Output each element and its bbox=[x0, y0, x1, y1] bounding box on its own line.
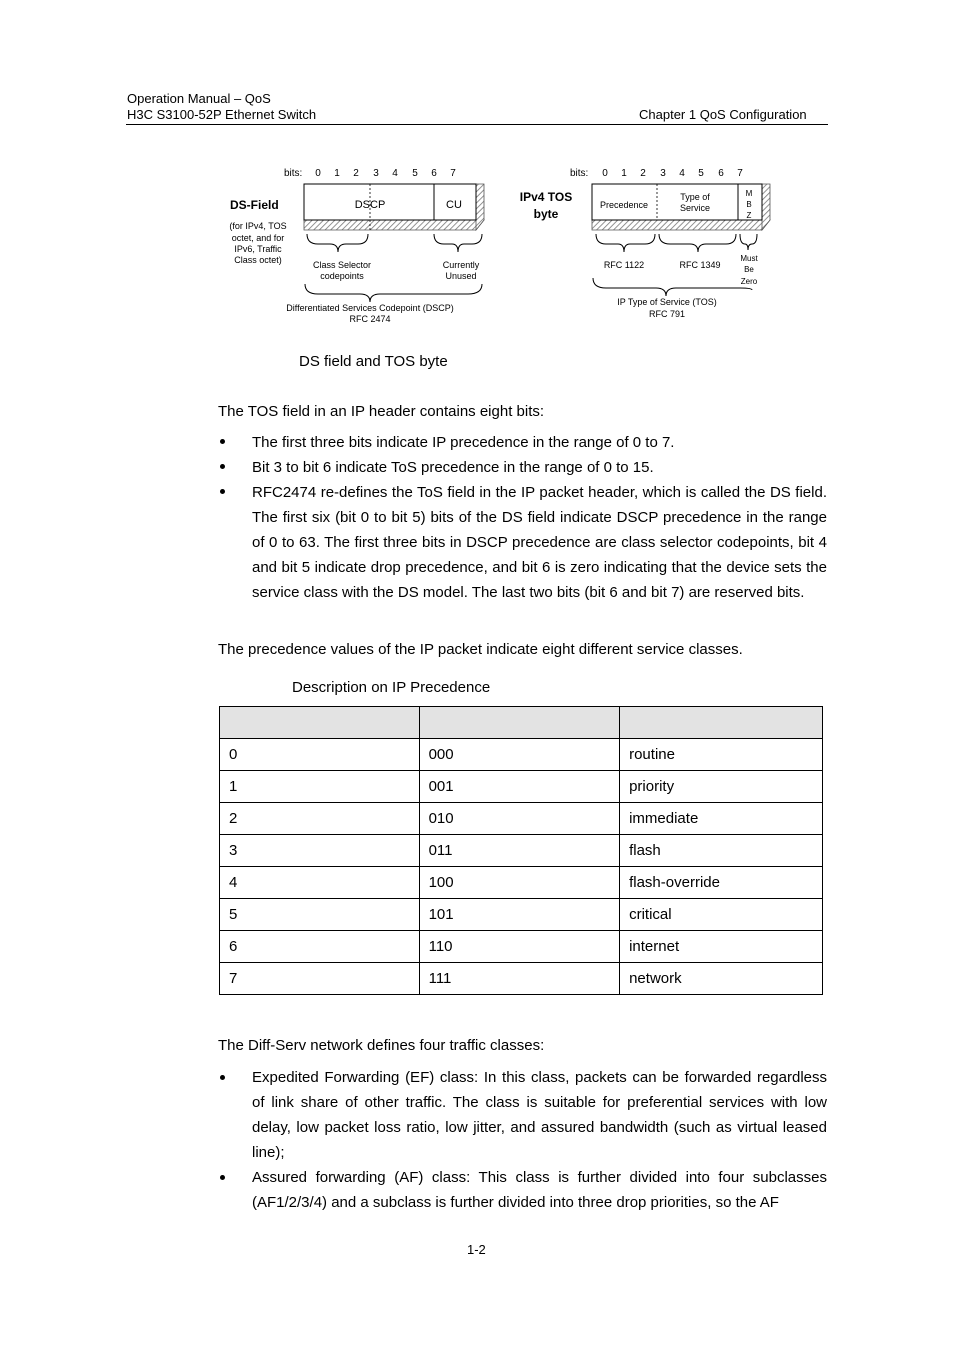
table-cell: internet bbox=[620, 931, 823, 963]
ds-bit-7: 7 bbox=[450, 168, 456, 179]
table-cell: 011 bbox=[419, 835, 620, 867]
ds-box-side-face bbox=[476, 184, 484, 230]
tos-type-of-service-line-2: Service bbox=[679, 203, 711, 213]
table-cell: network bbox=[620, 963, 823, 995]
ds-bit-2: 2 bbox=[353, 168, 359, 179]
ds-note-line-4: Class octet) bbox=[234, 255, 282, 265]
tos-box-bottom-face bbox=[592, 220, 770, 230]
table-cell: flash-override bbox=[620, 867, 823, 899]
tos-bit-numbers bbox=[602, 168, 743, 179]
table-cell: 000 bbox=[419, 739, 620, 771]
tos-bit-5: 5 bbox=[698, 168, 704, 179]
tos-type-of-service-line-1: Type of bbox=[680, 192, 710, 202]
tos-full-name: IP Type of Service (TOS) bbox=[617, 297, 717, 307]
bullet-ip-precedence: The first three bits indicate IP precedence in the range of 0 to 7. bbox=[252, 434, 675, 451]
table-cell: critical bbox=[620, 899, 823, 931]
currently-unused-brace bbox=[434, 234, 482, 252]
class-selector-line-2: codepoints bbox=[320, 271, 364, 281]
tos-title-line-1: IPv4 TOS bbox=[519, 190, 573, 204]
table-caption: Description on IP Precedence bbox=[292, 679, 491, 696]
table-header-cell bbox=[220, 707, 420, 739]
class-selector-line-1: Class Selector bbox=[312, 260, 372, 270]
tos-precedence-label: Precedence bbox=[599, 200, 649, 210]
header-manual-title: Operation Manual – QoS bbox=[127, 91, 271, 106]
rfc1122-label: RFC 1122 bbox=[603, 260, 645, 270]
table-row bbox=[220, 739, 823, 771]
bullet-marker bbox=[220, 1175, 225, 1180]
table-cell: 4 bbox=[220, 867, 420, 899]
table-row bbox=[220, 867, 823, 899]
table-row bbox=[220, 803, 823, 835]
ip-precedence-table bbox=[219, 706, 823, 995]
tos-bit-7: 7 bbox=[737, 168, 743, 179]
tos-rfc: RFC 791 bbox=[648, 309, 686, 319]
table-cell: 010 bbox=[419, 803, 620, 835]
header-product-name: H3C S3100-52P Ethernet Switch bbox=[127, 107, 317, 122]
table-cell: 100 bbox=[419, 867, 620, 899]
table-cell: 0 bbox=[220, 739, 420, 771]
intro-paragraph: The TOS field in an IP header contains eight bits: bbox=[218, 403, 545, 420]
dscp-label: DSCP bbox=[354, 199, 386, 211]
ds-bit-1: 1 bbox=[334, 168, 340, 179]
ds-bit-5: 5 bbox=[412, 168, 418, 179]
bullet-tos-precedence: Bit 3 to bit 6 indicate ToS precedence in the range of 0 to 15. bbox=[252, 459, 654, 476]
class-selector-brace bbox=[307, 234, 368, 252]
precedence-paragraph: The precedence values of the IP packet indicate eight different service classes. bbox=[218, 641, 743, 658]
tos-box-side-face bbox=[762, 184, 770, 230]
rfc1349-brace bbox=[659, 234, 736, 252]
must-be-zero-line-2: Be bbox=[744, 265, 754, 274]
table-header-row bbox=[220, 707, 823, 739]
header-rule bbox=[126, 124, 828, 125]
table-row bbox=[220, 963, 823, 995]
ds-bits-label: bits: bbox=[284, 168, 303, 179]
ds-bit-0: 0 bbox=[315, 168, 321, 179]
ds-bit-3: 3 bbox=[373, 168, 379, 179]
mbz-brace bbox=[740, 234, 757, 250]
tos-brace bbox=[593, 278, 752, 296]
tos-bit-6: 6 bbox=[718, 168, 724, 179]
rfc1122-brace bbox=[596, 234, 655, 252]
table-cell: 2 bbox=[220, 803, 420, 835]
ds-field-title: DS-Field bbox=[230, 198, 279, 212]
table-cell: 001 bbox=[419, 771, 620, 803]
bullet-marker bbox=[220, 439, 225, 444]
table-cell: routine bbox=[620, 739, 823, 771]
table-cell: 101 bbox=[419, 899, 620, 931]
dscp-full-name: Differentiated Services Codepoint (DSCP) bbox=[286, 303, 454, 313]
tos-bit-3: 3 bbox=[660, 168, 666, 179]
table-cell: flash bbox=[620, 835, 823, 867]
currently-unused-line-2: Unused bbox=[445, 271, 477, 281]
tos-bits-label: bits: bbox=[570, 168, 589, 179]
ds-tos-figure bbox=[222, 160, 782, 330]
ds-bit-4: 4 bbox=[392, 168, 398, 179]
diffserv-paragraph: The Diff-Serv network defines four traffic classes: bbox=[218, 1037, 545, 1054]
bullet-marker bbox=[220, 489, 225, 494]
mbz-letter-m: M bbox=[745, 189, 753, 198]
table-cell: 7 bbox=[220, 963, 420, 995]
ds-note-line-3: IPv6, Traffic bbox=[234, 244, 282, 254]
table-cell: priority bbox=[620, 771, 823, 803]
table-cell: immediate bbox=[620, 803, 823, 835]
rfc1349-label: RFC 1349 bbox=[679, 260, 721, 270]
table-row bbox=[220, 899, 823, 931]
ds-note-line-1: (for IPv4, TOS bbox=[229, 221, 287, 231]
dscp-rfc: RFC 2474 bbox=[349, 314, 391, 324]
must-be-zero-line-3: Zero bbox=[740, 277, 758, 286]
table-cell: 111 bbox=[419, 963, 620, 995]
tos-bit-2: 2 bbox=[640, 168, 646, 179]
table-header-cell bbox=[620, 707, 823, 739]
table-cell: 6 bbox=[220, 931, 420, 963]
tos-bit-1: 1 bbox=[621, 168, 627, 179]
table-cell: 110 bbox=[419, 931, 620, 963]
page-number: 1-2 bbox=[467, 1242, 486, 1257]
table-cell: 3 bbox=[220, 835, 420, 867]
tos-bit-0: 0 bbox=[602, 168, 608, 179]
ds-box-bottom-face bbox=[304, 220, 484, 230]
figure-caption: DS field and TOS byte bbox=[299, 353, 448, 370]
mbz-letter-b: B bbox=[746, 200, 752, 209]
bullet-ef-class: Expedited Forwarding (EF) class: In this class, packets can be forwarded regardless of link share of other traffic. The class is suitable for preferential services with low delay, low packet loss ratio, low jitter, and assured bandwidth (such as virtual leased line); bbox=[252, 1069, 827, 1161]
bullet-af-class: Assured forwarding (AF) class: This class is further divided into four subclasses (AF1/2/3/4) and a subclass is further divided into three drop priorities, so the AF bbox=[252, 1169, 827, 1211]
table-header-cell bbox=[419, 707, 620, 739]
dscp-brace bbox=[305, 284, 482, 302]
bullet-marker bbox=[220, 1075, 225, 1080]
mbz-letter-z: Z bbox=[746, 211, 752, 220]
tos-title-line-2: byte bbox=[533, 207, 559, 221]
table-row bbox=[220, 931, 823, 963]
tos-bit-4: 4 bbox=[679, 168, 685, 179]
table-cell: 1 bbox=[220, 771, 420, 803]
ds-bit-6: 6 bbox=[431, 168, 437, 179]
ds-note-line-2: octet, and for bbox=[231, 233, 285, 243]
header-chapter: Chapter 1 QoS Configuration bbox=[639, 107, 807, 122]
must-be-zero-line-1: Must bbox=[740, 254, 758, 263]
currently-unused-line-1: Currently bbox=[442, 260, 480, 270]
table-cell: 5 bbox=[220, 899, 420, 931]
bullet-rfc2474: RFC2474 re-defines the ToS field in the IP packet header, which is called the DS field. The first six (bit 0 to bit 5) bits of the DS field indicate DSCP precedence in the range of 0 to 63. The first three bits in DSCP precedence are class selector codepoints, bit 4 and bit 5 indicate drop precedence, and bit 6 is zero indicating that the device sets the service class with the DS model. The last two bits (bit 6 and bit 7) are reserved bits. bbox=[252, 484, 827, 601]
table-row bbox=[220, 771, 823, 803]
bullet-marker bbox=[220, 464, 225, 469]
table-row bbox=[220, 835, 823, 867]
cu-label: CU bbox=[446, 199, 462, 211]
ds-bit-numbers bbox=[315, 168, 456, 179]
